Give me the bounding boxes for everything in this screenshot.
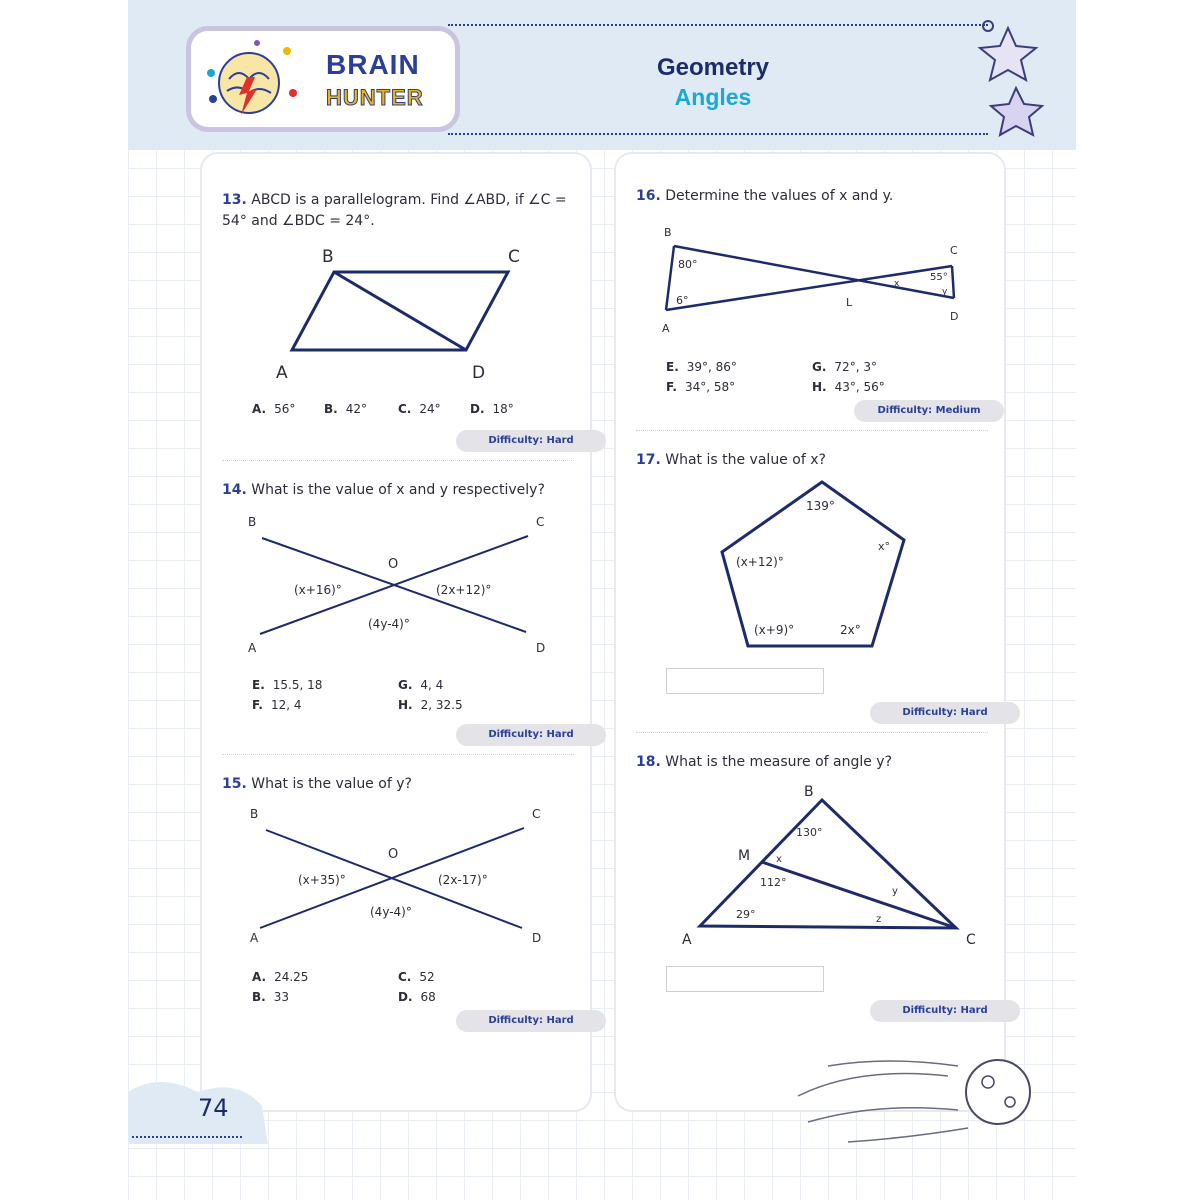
question-number: 15. [222,776,247,792]
question-number: 13. [222,192,247,208]
topic-title: Angles [674,84,752,110]
option-a[interactable]: A. 24.25 [252,970,309,984]
difficulty-badge: Difficulty: Medium [854,400,1004,422]
option-e[interactable]: E. 39°, 86° [666,360,737,374]
question-text: ABCD is a parallelogram. Find ∠ABD, if ∠C = 54° and ∠BDC = 24°. [222,192,567,229]
difficulty-badge: Difficulty: Hard [870,1000,1020,1022]
option-c[interactable]: C. 52 [398,970,435,984]
svg-text:O: O [388,557,399,572]
subject-title: Geometry [656,54,770,81]
question-number: 16. [636,188,661,204]
intersecting-lines-diagram [222,804,582,954]
option-d[interactable]: D. 68 [398,990,436,1004]
question-text: Determine the values of x and y. [665,188,894,204]
angle-left: (x+12)° [736,555,784,569]
svg-text:L: L [846,296,853,309]
star-icon [968,16,1058,146]
header-dotted-top [448,24,988,26]
angle-55: 55° [930,272,948,283]
angle-left: (x+35)° [298,873,346,887]
angle-right: x° [878,540,891,553]
svg-text:C: C [532,807,541,821]
angle-29: 29° [736,908,756,921]
angle-130: 130° [796,826,823,839]
right-column [614,152,1006,1112]
question-18 [636,752,996,773]
difficulty-badge: Difficulty: Hard [456,430,606,452]
svg-text:A: A [248,641,257,655]
pentagon-diagram [710,476,930,656]
worksheet-page [128,0,1076,1200]
angle-right: (2x-17)° [438,873,488,887]
separator [636,430,988,431]
svg-text:D: D [532,931,542,945]
svg-text:A: A [250,931,259,945]
angle-y: y [942,287,948,297]
angle-x: x [776,854,782,865]
brain-hunter-logo [186,26,460,132]
page-number-dots [132,1136,242,1138]
svg-text:A: A [662,322,670,335]
angle-bottom: (4y-4)° [368,617,410,631]
svg-text:C: C [966,932,976,948]
angle-y: y [892,886,898,897]
angle-z: z [876,914,882,925]
question-text: What is the measure of angle y? [665,754,893,770]
header-dotted-bottom [448,133,988,135]
parallelogram-diagram [212,236,572,386]
question-15 [222,774,582,795]
question-17 [636,450,996,471]
svg-text:D: D [950,310,959,323]
question-number: 18. [636,754,661,770]
svg-text:A: A [682,932,692,948]
triangle-diagram [666,778,986,958]
option-g[interactable]: G. 72°, 3° [812,360,877,374]
answer-field-18[interactable] [666,966,824,992]
question-text: What is the value of x? [665,452,826,468]
option-c[interactable]: C. 24° [398,402,441,416]
angle-112: 112° [760,876,787,889]
question-16 [636,186,996,207]
page-number: 74 [198,1094,229,1122]
label-d: D [472,363,486,383]
option-b[interactable]: B. 42° [324,402,367,416]
svg-text:B: B [664,226,672,239]
option-d[interactable]: D. 18° [470,402,514,416]
separator [222,460,574,461]
question-number: 17. [636,452,661,468]
option-g[interactable]: G. 4, 4 [398,678,444,692]
comet-icon [788,1026,1048,1156]
angle-80: 80° [678,258,698,271]
question-text: What is the value of x and y respectively? [251,482,545,498]
angle-left: (x+16)° [294,583,342,597]
intersecting-lines-diagram [222,512,582,662]
difficulty-badge: Difficulty: Hard [456,1010,606,1032]
svg-text:D: D [536,641,546,655]
brand-line1: BRAIN [326,49,420,80]
svg-text:M: M [738,848,751,864]
question-14 [222,480,582,501]
angle-bottom-left: (x+9)° [754,623,795,637]
brand-line2: HUNTER [326,85,424,110]
label-a: A [276,363,288,383]
svg-text:B: B [250,807,259,821]
svg-text:C: C [536,515,545,529]
option-h[interactable]: H. 43°, 56° [812,380,885,394]
option-f[interactable]: F. 12, 4 [252,698,302,712]
difficulty-badge: Difficulty: Hard [870,702,1020,724]
angle-bottom: (4y-4)° [370,905,412,919]
angle-6: 6° [676,294,689,307]
question-text: What is the value of y? [251,776,412,792]
question-13 [222,190,572,232]
svg-text:B: B [804,784,814,800]
angle-bottom-right: 2x° [840,623,861,637]
answer-field-17[interactable] [666,668,824,694]
option-h[interactable]: H. 2, 32.5 [398,698,463,712]
angle-x: x [894,279,900,289]
svg-text:C: C [950,244,958,257]
svg-text:O: O [388,847,399,862]
bowtie-triangles-diagram [636,216,996,346]
angle-top: 139° [806,499,835,513]
separator [222,754,574,755]
brain-icon [197,33,317,129]
svg-text:B: B [248,515,257,529]
label-b: B [322,247,334,267]
option-b[interactable]: B. 33 [252,990,289,1004]
option-e[interactable]: E. 15.5, 18 [252,678,323,692]
left-column [200,152,592,1112]
angle-right: (2x+12)° [436,583,492,597]
label-c: C [508,247,520,267]
option-f[interactable]: F. 34°, 58° [666,380,736,394]
question-number: 14. [222,482,247,498]
separator [636,732,988,733]
difficulty-badge: Difficulty: Hard [456,724,606,746]
option-a[interactable]: A. 56° [252,402,296,416]
